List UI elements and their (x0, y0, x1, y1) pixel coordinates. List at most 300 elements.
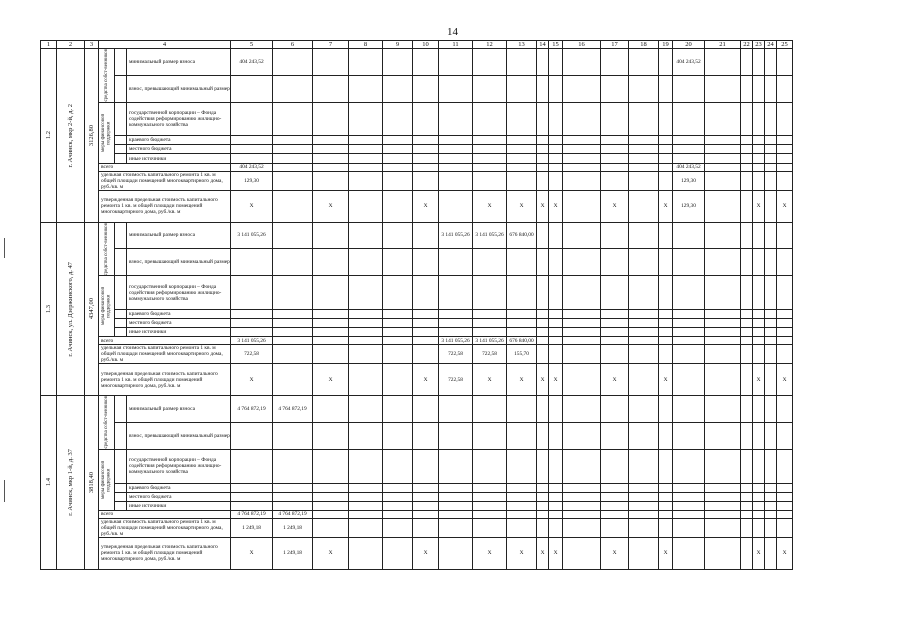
table-cell (413, 136, 439, 145)
table-cell (473, 163, 507, 171)
table-cell (313, 449, 349, 483)
table-cell (383, 276, 413, 310)
table-cell (231, 276, 273, 310)
address-cell (57, 222, 85, 396)
table-cell (659, 75, 673, 102)
table-cell (439, 309, 473, 318)
table-cell (629, 136, 659, 145)
table-cell (659, 49, 673, 76)
table-cell (383, 537, 413, 569)
table-row (41, 102, 793, 136)
table-cell (383, 492, 413, 501)
table-cell (673, 337, 705, 345)
total-area: 3126,80 (87, 124, 95, 146)
table-cell (507, 449, 537, 483)
table-row (41, 449, 793, 483)
table-cell (673, 75, 705, 102)
item-number: 1.2 (44, 131, 52, 140)
row-label: государственной корпорации – Фонда содействия реформированию жилищно-коммунального хозяйства (127, 449, 231, 483)
table-cell (765, 190, 777, 222)
table-cell (349, 328, 383, 337)
table-cell (349, 163, 383, 171)
table-cell (629, 337, 659, 345)
table-cell (705, 319, 741, 328)
table-cell (563, 276, 601, 310)
table-cell (537, 154, 549, 163)
row-label: минимальный размер взноса (127, 222, 231, 249)
table-cell (439, 328, 473, 337)
table-row (41, 518, 793, 537)
table-cell (473, 328, 507, 337)
table-cell (673, 518, 705, 537)
table-cell (765, 328, 777, 337)
row-label: краевого бюджета (127, 309, 231, 318)
table-row (41, 319, 793, 328)
table-cell (473, 171, 507, 190)
table-cell (629, 518, 659, 537)
table-cell (753, 276, 765, 310)
table-cell (313, 337, 349, 345)
table-row (41, 154, 793, 163)
table-cell (273, 102, 313, 136)
table-cell (507, 136, 537, 145)
table-cell (601, 102, 629, 136)
table-cell (383, 136, 413, 145)
table-cell (473, 102, 507, 136)
table-cell (777, 396, 793, 423)
total-area: 3818,40 (87, 471, 95, 493)
table-row (41, 510, 793, 518)
table-cell (349, 483, 383, 492)
table-cell (563, 171, 601, 190)
table-cell (765, 364, 777, 396)
table-cell (777, 163, 793, 171)
table-cell (659, 337, 673, 345)
table-cell (231, 501, 273, 510)
table-cell (659, 171, 673, 190)
table-cell (777, 49, 793, 76)
table-cell (349, 537, 383, 569)
table-cell (705, 154, 741, 163)
table-cell (349, 422, 383, 449)
table-cell: X (659, 537, 673, 569)
table-cell (659, 163, 673, 171)
table-cell (537, 518, 549, 537)
table-cell (349, 449, 383, 483)
table-cell: 3 141 055,26 (439, 222, 473, 249)
table-cell (563, 501, 601, 510)
table-cell (413, 319, 439, 328)
table-cell (601, 396, 629, 423)
table-cell (439, 510, 473, 518)
spacer-cell (115, 492, 127, 501)
table-cell (777, 345, 793, 364)
support-group (99, 449, 115, 510)
table-cell (537, 345, 549, 364)
own-funds-group (99, 396, 115, 450)
table-cell (563, 190, 601, 222)
table-cell (673, 537, 705, 569)
table-row (41, 171, 793, 190)
table-cell (383, 190, 413, 222)
table-cell (777, 337, 793, 345)
table-cell (601, 49, 629, 76)
row-label: взнос, превышающий минимальный размер (127, 422, 231, 449)
table-cell (413, 276, 439, 310)
table-cell (439, 319, 473, 328)
table-cell (231, 483, 273, 492)
table-cell (629, 154, 659, 163)
table-cell (413, 337, 439, 345)
table-cell (705, 276, 741, 310)
table-cell (705, 49, 741, 76)
table-cell (507, 328, 537, 337)
table-cell (753, 328, 765, 337)
column-number: 2 (57, 41, 85, 49)
table-cell (629, 483, 659, 492)
table-cell (473, 422, 507, 449)
table-cell (383, 345, 413, 364)
table-cell (705, 510, 741, 518)
column-number-row (41, 41, 793, 49)
row-label: утвержденная предельная стоимость капитального ремонта 1 кв. м общей площади помещений многоквартирного дома, руб./кв. м (99, 537, 231, 569)
table-cell (705, 337, 741, 345)
table-cell (741, 309, 753, 318)
spacer-cell (115, 75, 127, 102)
row-label: всего (99, 337, 231, 345)
column-number: 22 (741, 41, 753, 49)
table-cell (601, 422, 629, 449)
table-cell (777, 518, 793, 537)
table-cell (273, 337, 313, 345)
own-funds-group (99, 222, 115, 276)
table-cell (473, 276, 507, 310)
table-cell: 3 141 055,26 (439, 337, 473, 345)
table-cell (741, 171, 753, 190)
table-cell (383, 171, 413, 190)
table-cell (549, 249, 563, 276)
table-cell (659, 501, 673, 510)
row-label: удельная стоимость капитального ремонта 1 кв. м общей площади помещений многоквартирного дома, руб./кв. м (99, 345, 231, 364)
table-cell (777, 319, 793, 328)
table-cell (705, 396, 741, 423)
table-cell (629, 249, 659, 276)
table-cell (313, 249, 349, 276)
table-cell (439, 145, 473, 154)
table-row (41, 396, 793, 423)
support-label: меры финансовой поддержки (101, 113, 112, 152)
table-cell (673, 492, 705, 501)
table-cell (601, 328, 629, 337)
table-cell (629, 537, 659, 569)
table-cell (231, 249, 273, 276)
column-number: 10 (413, 41, 439, 49)
table-cell (629, 171, 659, 190)
table-cell (383, 518, 413, 537)
table-cell: 4 764 872,19 (231, 396, 273, 423)
table-cell (777, 249, 793, 276)
column-number: 12 (473, 41, 507, 49)
table-cell (601, 136, 629, 145)
table-cell (753, 337, 765, 345)
table-cell (439, 249, 473, 276)
table-cell (777, 136, 793, 145)
table-cell (705, 75, 741, 102)
table-cell (705, 171, 741, 190)
table-cell (753, 102, 765, 136)
table-row (41, 249, 793, 276)
table-cell (439, 492, 473, 501)
table-cell (601, 222, 629, 249)
table-cell: X (537, 537, 549, 569)
table-cell (537, 309, 549, 318)
table-cell (273, 171, 313, 190)
table-cell (507, 396, 537, 423)
row-label: удельная стоимость капитального ремонта 1 кв. м общей площади помещений многоквартирного дома, руб./кв. м (99, 518, 231, 537)
table-cell (601, 154, 629, 163)
table-cell (563, 319, 601, 328)
table-cell: X (313, 190, 349, 222)
item-number-cell (41, 396, 57, 570)
table-cell: X (413, 190, 439, 222)
table-cell: X (313, 537, 349, 569)
table-cell (777, 449, 793, 483)
table-cell (673, 136, 705, 145)
table-cell (439, 190, 473, 222)
table-row (41, 501, 793, 510)
table-cell (231, 492, 273, 501)
spacer-cell (115, 319, 127, 328)
table-cell: X (473, 537, 507, 569)
table-cell (231, 154, 273, 163)
table-cell (765, 154, 777, 163)
table-cell (753, 501, 765, 510)
table-cell (563, 75, 601, 102)
row-label: минимальный размер взноса (127, 49, 231, 76)
table-cell (753, 422, 765, 449)
table-cell (313, 501, 349, 510)
table-cell (659, 319, 673, 328)
table-cell (383, 510, 413, 518)
table-cell (705, 102, 741, 136)
table-cell (231, 145, 273, 154)
table-cell: X (537, 364, 549, 396)
table-row (41, 222, 793, 249)
row-label: местного бюджета (127, 319, 231, 328)
table-cell (705, 190, 741, 222)
table-cell (549, 171, 563, 190)
table-cell (659, 222, 673, 249)
table-cell (507, 249, 537, 276)
table-cell: 3 141 055,26 (473, 337, 507, 345)
table-cell: 1 249,18 (231, 518, 273, 537)
table-cell (629, 309, 659, 318)
table-cell (777, 276, 793, 310)
table-cell (741, 345, 753, 364)
table-cell: X (473, 364, 507, 396)
table-cell (741, 276, 753, 310)
table-cell (563, 483, 601, 492)
table-cell (705, 422, 741, 449)
table-cell (537, 145, 549, 154)
area-cell (85, 49, 99, 223)
table-cell (629, 276, 659, 310)
column-number: 25 (777, 41, 793, 49)
table-row (41, 190, 793, 222)
table-cell (777, 492, 793, 501)
table-row (41, 345, 793, 364)
table-cell (765, 171, 777, 190)
table-cell (313, 518, 349, 537)
table-cell (765, 102, 777, 136)
table-cell (673, 396, 705, 423)
table-cell: X (507, 190, 537, 222)
column-number: 1 (41, 41, 57, 49)
table-cell (765, 222, 777, 249)
table-cell (507, 163, 537, 171)
table-cell (439, 501, 473, 510)
table-cell (473, 249, 507, 276)
table-cell (659, 518, 673, 537)
table-cell (383, 154, 413, 163)
table-cell: 722,58 (473, 345, 507, 364)
table-cell (413, 422, 439, 449)
table-cell (549, 145, 563, 154)
column-number: 4 (99, 41, 231, 49)
table-cell: 1 249,18 (273, 518, 313, 537)
table-cell (765, 75, 777, 102)
table-cell (313, 328, 349, 337)
spacer-cell (115, 136, 127, 145)
table-cell (273, 449, 313, 483)
column-number: 9 (383, 41, 413, 49)
table-cell (349, 492, 383, 501)
table-cell (313, 319, 349, 328)
table-cell: X (231, 190, 273, 222)
table-cell (765, 319, 777, 328)
table-cell (563, 396, 601, 423)
table-cell (273, 319, 313, 328)
table-cell: 155,70 (507, 345, 537, 364)
table-cell (313, 276, 349, 310)
row-label: взнос, превышающий минимальный размер (127, 249, 231, 276)
table-cell (659, 510, 673, 518)
table-cell (549, 328, 563, 337)
table-cell (507, 102, 537, 136)
table-cell: X (231, 537, 273, 569)
table-cell (273, 492, 313, 501)
table-cell (439, 163, 473, 171)
spacer-cell (115, 449, 127, 483)
repair-cost-table (40, 40, 793, 570)
table-cell: X (313, 364, 349, 396)
table-cell (741, 145, 753, 154)
table-cell (753, 49, 765, 76)
table-cell (753, 518, 765, 537)
table-cell (537, 337, 549, 345)
row-label: государственной корпорации – Фонда содействия реформированию жилищно-коммунального хозяйства (127, 102, 231, 136)
item-number: 1.4 (44, 478, 52, 487)
spacer-cell (115, 249, 127, 276)
row-label: всего (99, 510, 231, 518)
table-cell (629, 222, 659, 249)
table-cell (537, 102, 549, 136)
table-cell (563, 422, 601, 449)
table-cell (673, 102, 705, 136)
table-cell (601, 163, 629, 171)
table-cell (601, 483, 629, 492)
table-cell (741, 364, 753, 396)
table-cell (563, 518, 601, 537)
table-cell (273, 309, 313, 318)
table-cell (349, 190, 383, 222)
table-cell (659, 154, 673, 163)
table-cell (741, 396, 753, 423)
row-label: местного бюджета (127, 145, 231, 154)
table-cell (537, 449, 549, 483)
table-cell (349, 319, 383, 328)
table-cell (473, 510, 507, 518)
table-cell: 3 141 055,26 (473, 222, 507, 249)
table-cell (753, 136, 765, 145)
table-cell: 129,30 (231, 171, 273, 190)
table-cell (231, 102, 273, 136)
page-number: 14 (447, 26, 458, 38)
table-cell: 404 243,52 (673, 163, 705, 171)
spacer-cell (115, 501, 127, 510)
support-group (99, 276, 115, 337)
table-cell: 676 840,00 (507, 222, 537, 249)
table-cell (383, 483, 413, 492)
table-cell (705, 501, 741, 510)
table-cell: 3 141 055,26 (231, 222, 273, 249)
table-cell (629, 422, 659, 449)
table-cell (765, 49, 777, 76)
table-cell: X (537, 190, 549, 222)
table-cell (537, 422, 549, 449)
table-cell: X (507, 364, 537, 396)
table-cell (473, 136, 507, 145)
row-label: местного бюджета (127, 492, 231, 501)
spacer-cell (115, 309, 127, 318)
table-cell (777, 483, 793, 492)
table-cell (705, 537, 741, 569)
table-cell (753, 449, 765, 483)
table-cell (549, 345, 563, 364)
table-cell (439, 75, 473, 102)
table-cell (765, 518, 777, 537)
table-cell (629, 145, 659, 154)
table-cell (601, 309, 629, 318)
table-cell (507, 75, 537, 102)
table-cell (601, 145, 629, 154)
table-cell: 404 243,52 (673, 49, 705, 76)
table-cell (629, 510, 659, 518)
table-cell (349, 337, 383, 345)
table-cell (549, 449, 563, 483)
house-address: г. Ачинск, мкр 2-й, д. 2 (66, 103, 74, 168)
table-cell (765, 483, 777, 492)
table-cell (473, 75, 507, 102)
table-cell (705, 222, 741, 249)
table-cell (741, 492, 753, 501)
table-row (41, 364, 793, 396)
table-cell (673, 309, 705, 318)
table-cell (659, 396, 673, 423)
own-funds-group (99, 49, 115, 103)
column-number: 6 (273, 41, 313, 49)
table-cell (753, 396, 765, 423)
